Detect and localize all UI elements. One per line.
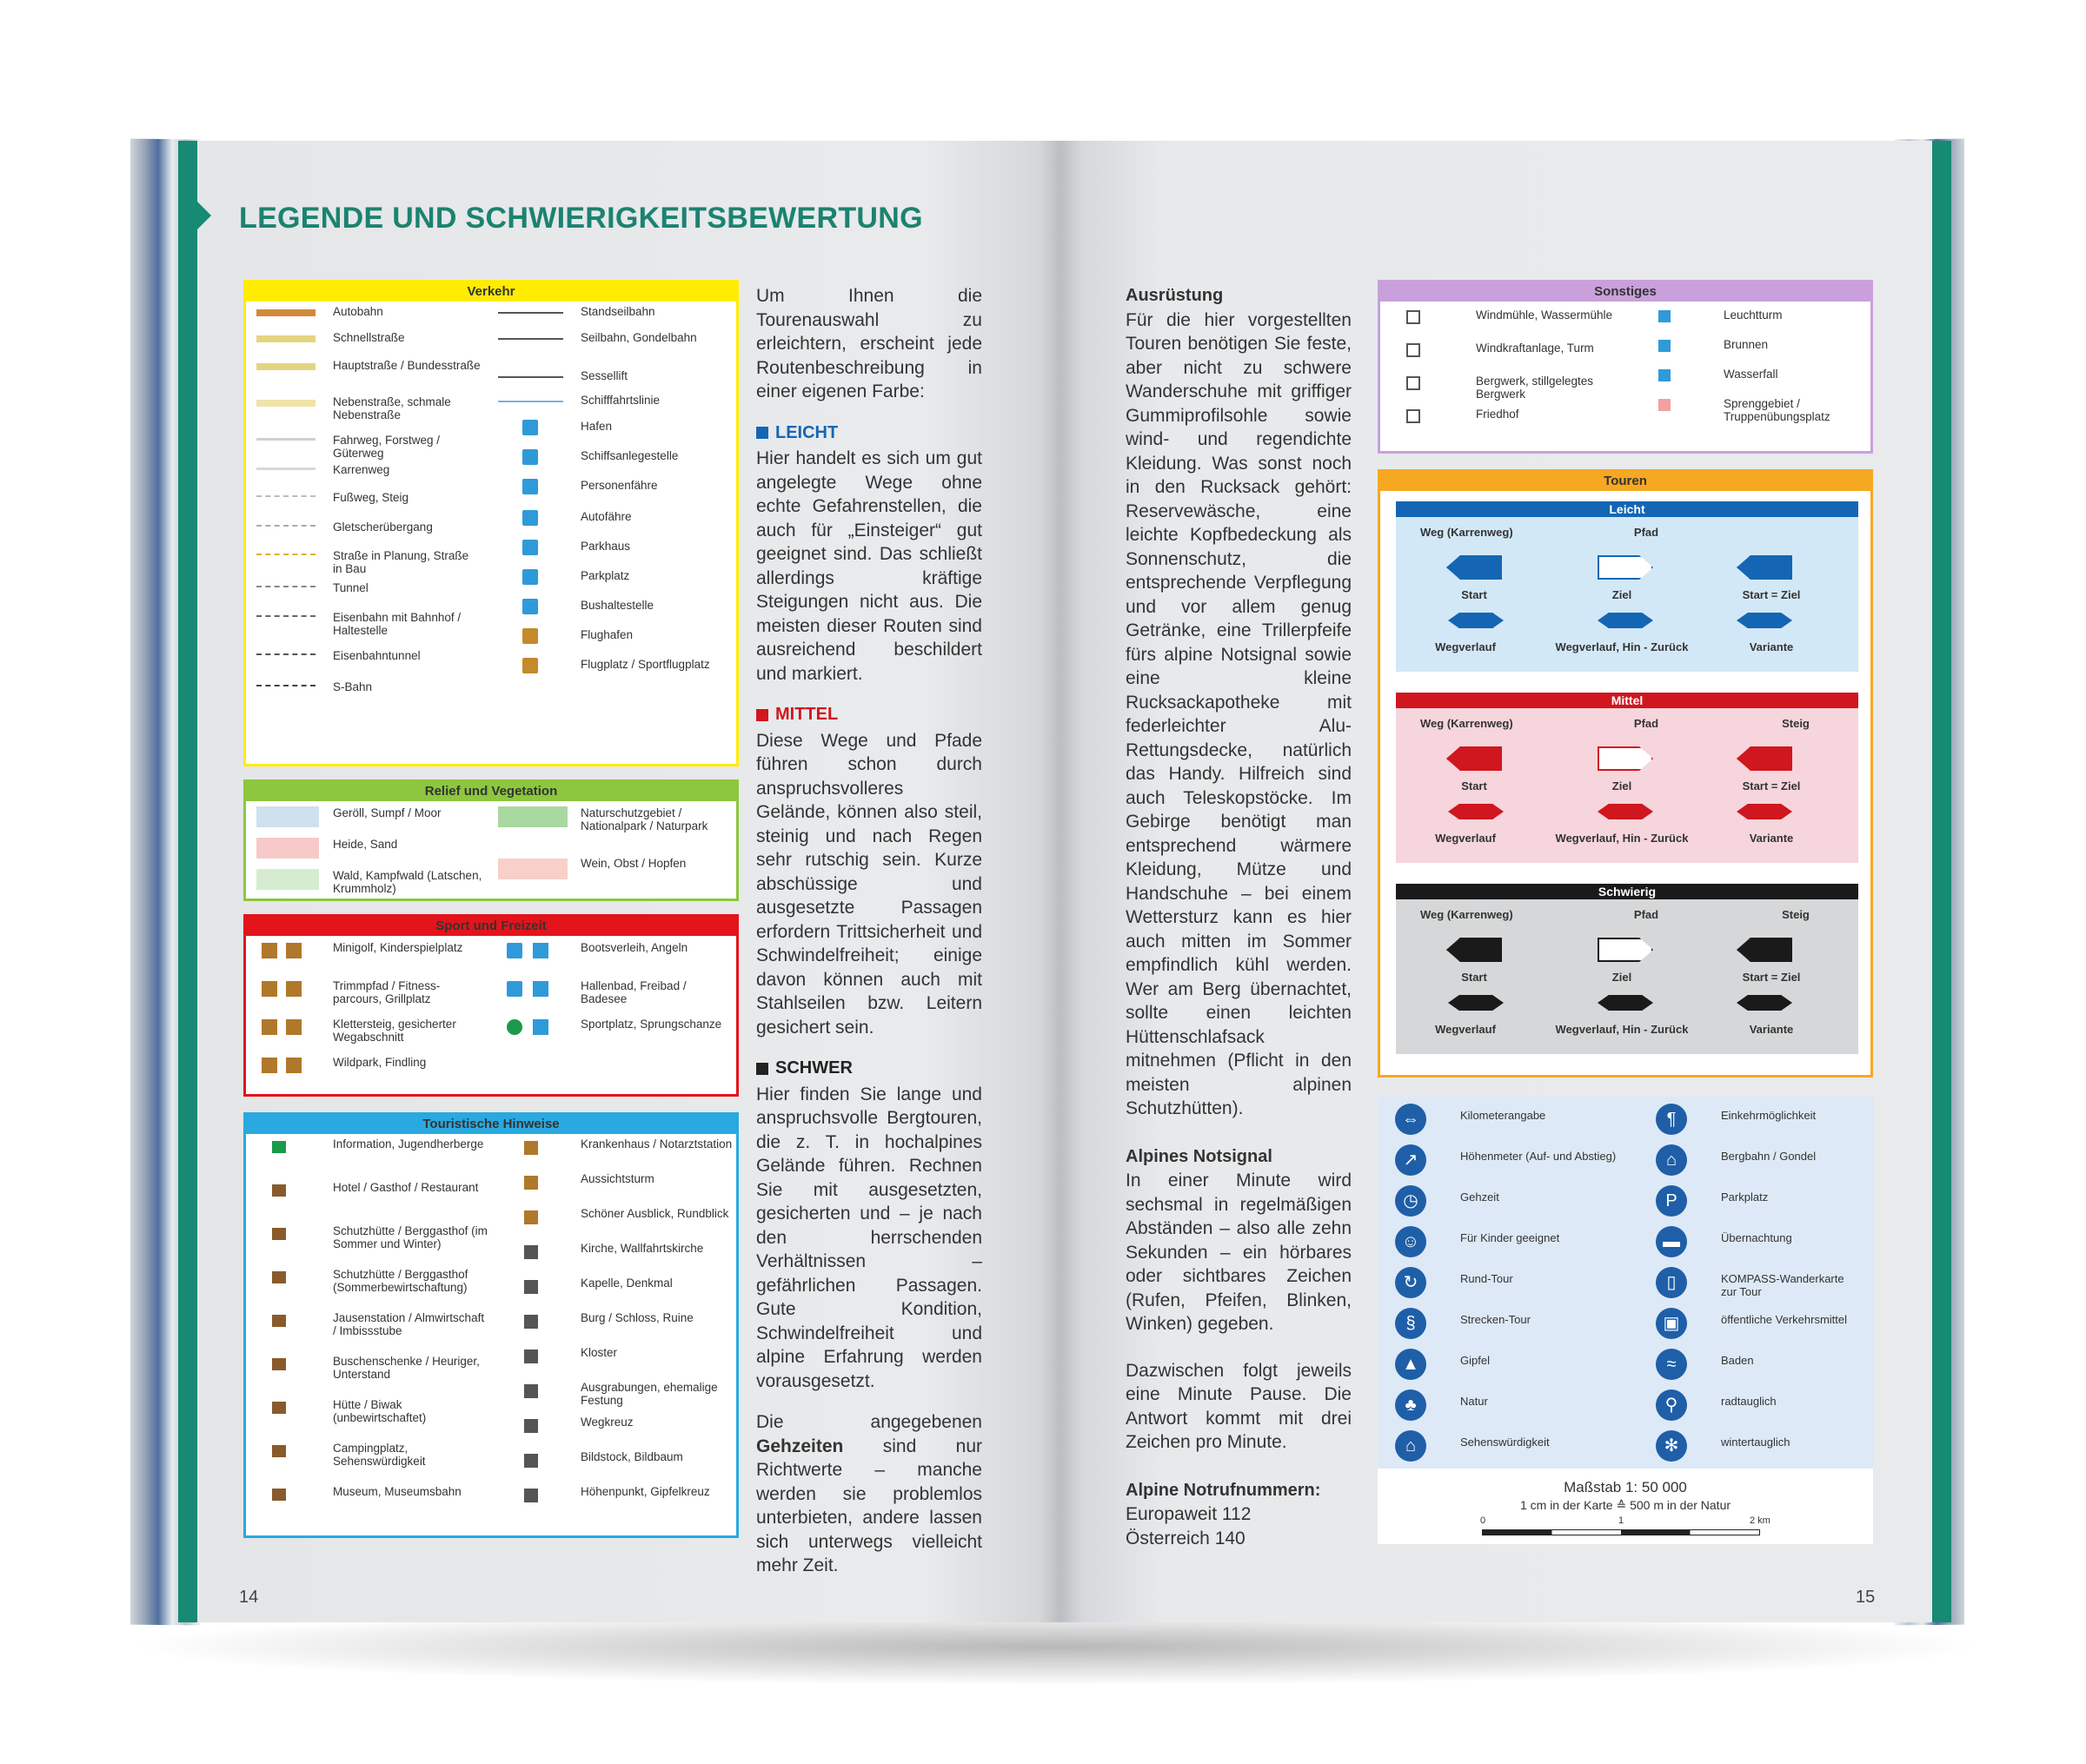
difficulty-text <box>756 284 982 1578</box>
tour-row-label: Variante <box>1749 640 1794 653</box>
tourist-icon <box>272 1315 286 1327</box>
icon-label: Für Kinder geeignet <box>1460 1231 1560 1244</box>
legend-heading: Touristische Hinweise <box>246 1115 736 1134</box>
legend-label: Eisenbahn mit Bahnhof / Haltestelle <box>333 611 462 637</box>
tour-row-label: Ziel <box>1611 971 1632 984</box>
sport-icon <box>533 981 548 997</box>
legend-label: Schutzhütte / Berggasthof (im Sommer und Winter) <box>333 1224 488 1250</box>
tourist-icon <box>272 1489 286 1501</box>
tour-column-label: Steig <box>1782 717 1810 730</box>
transport-icon <box>522 510 538 526</box>
legend-line-symbol <box>256 554 316 556</box>
tour-row-label: Wegverlauf <box>1435 832 1496 845</box>
icon-label: Kilometerangabe <box>1460 1109 1546 1122</box>
icon-label: Natur <box>1460 1395 1488 1408</box>
legend-relief <box>243 779 739 901</box>
legend-label: Hauptstraße / Bundesstraße <box>333 359 481 372</box>
legend-label: Geröll, Sumpf / Moor <box>333 806 442 819</box>
legend-label: Windkraftanlage, Turm <box>1476 342 1594 355</box>
transport-line-symbol <box>498 338 563 340</box>
page-number-right: 15 <box>1856 1588 1876 1607</box>
tour-icon: ▣ <box>1656 1308 1687 1339</box>
ausruestung-text: Für die hier vorgestellten Touren benötigen Sie feste, aber nicht zu schwere Wanderschuhe mit griffiger Gummiprofilsohle sowie wind- und regendichte Kleidung. Was sonst noch in den Rucksack gehört: Reservewäsche, eine leichte Kopfbedeckung als Sonnenschutz, die entsprechende Verpflegung und vor allem genug Getränke, eine Trillerpfeife fürs alpine Notsignal sowie eine kleine Rucksackapotheke mit federleichter Alu-Rettungsdecke, natürlich das Handy. Hilfreich sind auch Teleskopstöcke. Im Gebirge benötigt man entsprechend wärmere Kleidung, Mütze und Handschuhe – bei einem Wettersturz kann es hier auch mitten im Sommer empfindlich kühl werden. Wer am Berg übernachtet, sollte einen leichten Hüttenschlafsack mitnehmen (Pflicht in den meisten alpinen Schutzhütten). <box>1126 309 1352 1118</box>
misc-icon <box>1406 343 1420 357</box>
tour-column-label: Pfad <box>1633 526 1659 539</box>
icon-label: öffentliche Verkehrsmittel <box>1721 1313 1847 1326</box>
scale-tick-2: 2 km <box>1750 1515 1770 1526</box>
transport-icon <box>522 420 538 435</box>
equipment-text <box>1126 284 1352 1550</box>
transport-line-symbol <box>498 376 563 378</box>
tour-panel-schwierig <box>1396 884 1858 1054</box>
transport-icon <box>522 479 538 494</box>
legend-line-symbol <box>256 653 316 656</box>
legend-label: Tunnel <box>333 581 369 594</box>
legend-line-symbol <box>256 468 316 470</box>
legend-label: Kirche, Wallfahrtskirche <box>581 1242 704 1255</box>
sport-icon <box>262 943 277 958</box>
route-line-icon <box>1737 995 1792 1011</box>
route-marker-icon <box>1446 938 1502 962</box>
misc-icon <box>1658 340 1671 352</box>
legend-heading: Relief und Vegetation <box>246 782 736 801</box>
legend-label: Heide, Sand <box>333 838 398 851</box>
tourist-icon <box>272 1228 286 1240</box>
tour-icon: ▬ <box>1656 1226 1687 1257</box>
legend-label: Gletscherübergang <box>333 521 433 534</box>
sport-icon <box>286 981 302 997</box>
misc-icon <box>1406 409 1420 423</box>
legend-label: Hotel / Gasthof / Restaurant <box>333 1181 479 1194</box>
legend-label: Hafen <box>581 420 613 433</box>
tour-icon: ♣ <box>1395 1389 1426 1421</box>
gehzeiten-text: Die angegebenen Gehzeiten sind nur Richtwerte – manche werden sie problemlos unterbieten, andere lassen sich unterwegs vielleicht mehr Zeit. <box>756 1412 982 1575</box>
tour-icon: ↻ <box>1395 1267 1426 1298</box>
legend-line-symbol <box>256 615 316 618</box>
route-marker-icon <box>1737 746 1792 771</box>
tourist-icon <box>524 1245 538 1259</box>
legend-label: Schiffsanlegestelle <box>581 449 679 462</box>
tour-column-label: Weg (Karrenweg) <box>1420 526 1513 539</box>
tourist-icon <box>524 1350 538 1363</box>
teal-strip <box>1932 141 1951 1622</box>
tour-icon: ⚲ <box>1656 1389 1687 1421</box>
legend-label: Standseilbahn <box>581 305 655 318</box>
scale-tick-1: 1 <box>1618 1515 1624 1526</box>
legend-label: S-Bahn <box>333 680 373 693</box>
legend-sport <box>243 914 739 1097</box>
legend-label: Flughafen <box>581 628 634 641</box>
vegetation-swatch <box>498 859 568 879</box>
legend-label: Fußweg, Steig <box>333 491 409 504</box>
tourist-icon <box>524 1419 538 1433</box>
route-marker-icon <box>1598 555 1653 580</box>
legend-label: Bergwerk, stillgelegtes Bergwerk <box>1476 375 1594 401</box>
intro-text: Um Ihnen die Tourenauswahl zu erleichtern, erscheint jede Routenbeschreibung in einer eigenen Farbe: <box>756 286 982 401</box>
legend-line-symbol <box>256 685 316 687</box>
notruf-1: Europaweit 112 <box>1126 1504 1252 1524</box>
transport-icon <box>522 658 538 673</box>
tourist-icon <box>524 1315 538 1329</box>
tourist-icon <box>272 1445 286 1457</box>
legend-label: Wildpark, Findling <box>333 1056 427 1069</box>
legend-label: Jausenstation / Almwirtschaft / Imbissstube <box>333 1311 485 1337</box>
tour-row-label: Variante <box>1749 1023 1794 1036</box>
legend-label: Leuchtturm <box>1724 308 1783 322</box>
route-marker-icon <box>1598 938 1653 962</box>
legend-label: Campingplatz, Sehenswürdigkeit <box>333 1442 426 1468</box>
tour-panel-mittel <box>1396 693 1858 863</box>
legend-heading: Sonstiges <box>1380 282 1870 302</box>
vegetation-swatch <box>256 869 319 890</box>
legend-label: Bildstock, Bildbaum <box>581 1450 683 1463</box>
misc-icon <box>1406 376 1420 390</box>
route-marker-icon <box>1598 746 1653 771</box>
right-page <box>1056 141 1951 1622</box>
icon-label: Höhenmeter (Auf- und Abstieg) <box>1460 1150 1617 1163</box>
icon-label: Baden <box>1721 1354 1754 1367</box>
tour-row-label: Wegverlauf <box>1435 1023 1496 1036</box>
tour-icon: ▯ <box>1656 1267 1687 1298</box>
route-line-icon <box>1598 804 1653 819</box>
sport-icon <box>507 981 522 997</box>
legend-label: Hallenbad, Freibad / Badesee <box>581 979 687 1005</box>
tourist-icon <box>524 1176 538 1190</box>
transport-icon <box>522 449 538 465</box>
mittel-text: Diese Wege und Pfade führen schon durch anspruchsvolleres Gelände, können also steil, steinig und nach Regen sehr rutschig sein. Kurze abschüssige und ausgesetzte Passagen erfordern Trittsicherheit und Schwindelfreiheit; einige davon können auch mit Stahlseilen bzw. Leitern gesichert sein. <box>756 730 982 1038</box>
legend-line-symbol <box>256 363 316 370</box>
notsignal-text: In einer Minute wird sechsmal in regelmäßigen Abständen – also alle zehn Sekunden – ein hörbares oder sichtbares Zeichen (Rufen, Pfeifen, Blinken, Winken) gegeben. <box>1126 1170 1352 1334</box>
scale-bar <box>1482 1529 1760 1535</box>
mittel-heading: MITTEL <box>775 705 839 724</box>
legend-label: Friedhof <box>1476 408 1519 421</box>
tour-icon: ✻ <box>1656 1430 1687 1462</box>
icon-label: Sehenswürdigkeit <box>1460 1436 1550 1449</box>
sport-icon <box>286 943 302 958</box>
icon-label: KOMPASS-Wanderkarte zur Tour <box>1721 1272 1844 1298</box>
legend-label: Krankenhaus / Notarztstation <box>581 1137 733 1151</box>
icon-label: Parkplatz <box>1721 1190 1769 1204</box>
left-page <box>178 141 1056 1622</box>
route-line-icon <box>1448 995 1504 1011</box>
ausruestung-heading: Ausrüstung <box>1126 286 1224 305</box>
legend-label: Wein, Obst / Hopfen <box>581 857 687 870</box>
legend-label: Bushaltestelle <box>581 599 654 612</box>
route-line-icon <box>1448 804 1504 819</box>
legend-heading: Sport und Freizeit <box>246 917 736 936</box>
legend-label: Ausgrabungen, ehemalige Festung <box>581 1381 718 1407</box>
legend-label: Parkhaus <box>581 540 631 553</box>
transport-line-symbol <box>498 401 563 402</box>
misc-icon <box>1658 399 1671 411</box>
legend-label: Museum, Museumsbahn <box>333 1485 462 1498</box>
leicht-text: Hier handelt es sich um gut angelegte Wege ohne echte Gefahrenstellen, die auch für „Einsteiger“ gut geeignet sind. Das schließt allerdings kräftige Steigungen nicht aus. Die meisten dieser Routen sind ausreichend beschildert und markiert. <box>756 448 982 684</box>
legend-icons <box>1378 1097 1873 1544</box>
transport-icon <box>522 540 538 555</box>
tourist-icon <box>272 1141 286 1153</box>
sport-icon <box>262 981 277 997</box>
misc-icon <box>1658 369 1671 381</box>
legend-heading: Touren <box>1380 472 1870 491</box>
legend-label: Brunnen <box>1724 338 1769 351</box>
legend-label: Schifffahrtslinie <box>581 394 661 407</box>
legend-line-symbol <box>256 495 316 498</box>
tour-icon: ☺ <box>1395 1226 1426 1257</box>
legend-line-symbol <box>256 309 316 316</box>
tour-row-label: Wegverlauf, Hin - Zurück <box>1555 1023 1689 1036</box>
tourist-icon <box>272 1402 286 1414</box>
icon-label: Strecken-Tour <box>1460 1313 1531 1326</box>
tour-row-label: Start = Ziel <box>1742 588 1801 601</box>
sport-icon <box>533 1019 548 1035</box>
legend-line-symbol <box>256 438 316 441</box>
legend-touren <box>1378 469 1873 1078</box>
legend-label: Parkplatz <box>581 569 630 582</box>
legend-label: Sessellift <box>581 369 628 382</box>
vegetation-swatch <box>256 806 319 827</box>
legend-label: Naturschutzgebiet / Nationalpark / Naturpark <box>581 806 708 832</box>
tour-icon: ≈ <box>1656 1349 1687 1380</box>
book-gutter <box>1039 141 1082 1622</box>
title-marker-icon <box>197 202 211 229</box>
legend-label: Personenfähre <box>581 479 658 492</box>
legend-label: Autofähre <box>581 510 632 523</box>
notruf-heading: Alpine Notrufnummern: <box>1126 1480 1321 1500</box>
legend-line-symbol <box>256 400 316 407</box>
route-marker-icon <box>1446 555 1502 580</box>
sport-icon <box>507 943 522 958</box>
legend-label: Hütte / Biwak (unbewirtschaftet) <box>333 1398 427 1424</box>
icon-label: Übernachtung <box>1721 1231 1792 1244</box>
tour-column-label: Pfad <box>1633 717 1659 730</box>
tourist-icon <box>524 1384 538 1398</box>
legend-label: Klettersteig, gesicherter Wegabschnitt <box>333 1018 456 1044</box>
legend-line-symbol <box>256 525 316 527</box>
tour-column-label: Steig <box>1782 908 1810 921</box>
legend-label: Schutzhütte / Berggasthof (Sommerbewirtschaftung) <box>333 1268 468 1294</box>
sport-icon <box>262 1019 277 1035</box>
tour-row-label: Variante <box>1749 832 1794 845</box>
icon-label: wintertauglich <box>1721 1436 1790 1449</box>
misc-icon <box>1658 310 1671 322</box>
scale-subtitle: 1 cm in der Karte ≙ 500 m in der Natur <box>1519 1498 1731 1512</box>
legend-label: Schnellstraße <box>333 331 405 344</box>
route-marker-icon <box>1737 938 1792 962</box>
legend-heading: Verkehr <box>246 282 736 302</box>
tour-icon: ◷ <box>1395 1185 1426 1217</box>
icon-label: Gipfel <box>1460 1354 1490 1367</box>
page-number-left: 14 <box>239 1588 259 1607</box>
legend-label: Karrenweg <box>333 463 390 476</box>
legend-touristik <box>243 1112 739 1538</box>
tour-row-label: Ziel <box>1611 588 1632 601</box>
tour-row-label: Start <box>1461 971 1487 984</box>
notruf-2: Österreich 140 <box>1126 1528 1246 1548</box>
legend-label: Nebenstraße, schmale Nebenstraße <box>333 395 451 421</box>
legend-label: Fahrweg, Forstweg / Güterweg <box>333 434 441 460</box>
scale-tick-0: 0 <box>1480 1515 1486 1526</box>
transport-icon <box>522 628 538 644</box>
legend-label: Wasserfall <box>1724 368 1778 381</box>
legend-label: Buschenschenke / Heuriger, Unterstand <box>333 1355 480 1381</box>
legend-label: Flugplatz / Sportflugplatz <box>581 658 710 671</box>
vegetation-swatch <box>498 806 568 827</box>
route-line-icon <box>1598 613 1653 628</box>
icon-label: Bergbahn / Gondel <box>1721 1150 1817 1163</box>
transport-line-symbol <box>498 312 563 314</box>
legend-label: Bootsverleih, Angeln <box>581 941 688 954</box>
tourist-icon <box>272 1358 286 1370</box>
legend-label: Aussichtsturm <box>581 1172 654 1185</box>
legend-label: Seilbahn, Gondelbahn <box>581 331 697 344</box>
legend-label: Autobahn <box>333 305 383 318</box>
schwer-text: Hier finden Sie lange und anspruchsvolle Bergtouren, die z. T. in hochalpines Gelände führen. Rechnen Sie mit ausgesetzten, gesicherten und – je nach den herrschenden Verhältnissen – gefährlichen Passagen. Gute Kondition, Schwindelfreiheit und alpine Erfahrung werden vorausgesetzt. <box>756 1084 982 1391</box>
icon-label: Gehzeit <box>1460 1190 1499 1204</box>
legend-label: Information, Jugendherberge <box>333 1137 484 1151</box>
tour-icon: ↗ <box>1395 1144 1426 1176</box>
tour-icon: ⌂ <box>1395 1430 1426 1462</box>
route-marker-icon <box>1737 555 1792 580</box>
tour-row-label: Wegverlauf, Hin - Zurück <box>1555 832 1689 845</box>
tour-panel-leicht <box>1396 501 1858 672</box>
tourist-icon <box>272 1184 286 1197</box>
legend-label: Höhenpunkt, Gipfelkreuz <box>581 1485 710 1498</box>
sport-icon <box>262 1058 277 1073</box>
tour-icon: ▲ <box>1395 1349 1426 1380</box>
tourist-icon <box>272 1271 286 1283</box>
legend-label: Wegkreuz <box>581 1416 634 1429</box>
sport-icon <box>533 943 548 958</box>
route-marker-icon <box>1446 746 1502 771</box>
tour-row-label: Start = Ziel <box>1742 779 1801 792</box>
tour-icon: P <box>1656 1185 1687 1217</box>
schwer-square-icon <box>756 1063 768 1075</box>
tour-row-label: Start <box>1461 588 1487 601</box>
vegetation-swatch <box>256 838 319 859</box>
tour-panel-heading: Leicht <box>1396 501 1858 517</box>
sport-icon <box>286 1058 302 1073</box>
tour-icon: ⌂ <box>1656 1144 1687 1176</box>
tour-row-label: Wegverlauf, Hin - Zurück <box>1555 640 1689 653</box>
tour-icon: ⇔ <box>1395 1104 1426 1135</box>
tourist-icon <box>524 1489 538 1502</box>
schwer-heading: SCHWER <box>775 1058 853 1078</box>
legend-label: Sportplatz, Sprungschanze <box>581 1018 722 1031</box>
tourist-icon <box>524 1454 538 1468</box>
legend-label: Burg / Schloss, Ruine <box>581 1311 694 1324</box>
icon-label: Rund-Tour <box>1460 1272 1513 1285</box>
tour-icon: § <box>1395 1308 1426 1339</box>
icon-label: Einkehrmöglichkeit <box>1721 1109 1817 1122</box>
legend-label: Kapelle, Denkmal <box>581 1277 673 1290</box>
sport-icon <box>507 1019 522 1035</box>
tour-row-label: Wegverlauf <box>1435 640 1496 653</box>
icon-label: radtauglich <box>1721 1395 1777 1408</box>
tourist-icon <box>524 1141 538 1155</box>
legend-label: Trimmpfad / Fitness-parcours, Grillplatz <box>333 979 441 1005</box>
tour-icon: ¶ <box>1656 1104 1687 1135</box>
tourist-icon <box>524 1280 538 1294</box>
sport-icon <box>286 1019 302 1035</box>
legend-line-symbol <box>256 335 316 342</box>
legend-label: Schöner Ausblick, Rundblick <box>581 1207 729 1220</box>
transport-icon <box>522 569 538 585</box>
leicht-square-icon <box>756 427 768 439</box>
tour-column-label: Weg (Karrenweg) <box>1420 717 1513 730</box>
legend-label: Eisenbahntunnel <box>333 649 421 662</box>
tour-row-label: Start <box>1461 779 1487 792</box>
legend-label: Minigolf, Kinderspielplatz <box>333 941 463 954</box>
teal-strip <box>178 141 197 1622</box>
legend-label: Windmühle, Wassermühle <box>1476 308 1613 322</box>
tour-column-label: Weg (Karrenweg) <box>1420 908 1513 921</box>
tour-panel-heading: Schwierig <box>1396 884 1858 899</box>
legend-verkehr <box>243 280 739 766</box>
page-title: LEGENDE UND SCHWIERIGKEITSBEWERTUNG <box>239 202 923 235</box>
misc-icon <box>1406 310 1420 324</box>
legend-line-symbol <box>256 586 316 588</box>
tourist-icon <box>524 1210 538 1224</box>
legend-label: Kloster <box>581 1346 618 1359</box>
route-line-icon <box>1737 613 1792 628</box>
tour-column-label: Pfad <box>1633 908 1659 921</box>
mittel-square-icon <box>756 709 768 721</box>
legend-label: Wald, Kampfwald (Latschen, Krummholz) <box>333 869 482 895</box>
route-line-icon <box>1448 613 1504 628</box>
notsignal-heading: Alpines Notsignal <box>1126 1146 1272 1166</box>
tour-row-label: Start = Ziel <box>1742 971 1801 984</box>
tour-row-label: Ziel <box>1611 779 1632 792</box>
scale-title: Maßstab 1: 50 000 <box>1564 1479 1687 1495</box>
legend-sonstiges <box>1378 280 1873 454</box>
route-line-icon <box>1598 995 1653 1011</box>
leicht-heading: LEICHT <box>775 422 839 442</box>
legend-label: Straße in Planung, Straße in Bau <box>333 549 469 575</box>
transport-icon <box>522 599 538 614</box>
legend-label: Sprenggebiet / Truppenübungsplatz <box>1724 397 1830 423</box>
pause-text: Dazwischen folgt jeweils eine Minute Pause. Die Antwort kommt mit drei Zeichen pro Minute. <box>1126 1360 1352 1452</box>
route-line-icon <box>1737 804 1792 819</box>
tour-panel-heading: Mittel <box>1396 693 1858 708</box>
